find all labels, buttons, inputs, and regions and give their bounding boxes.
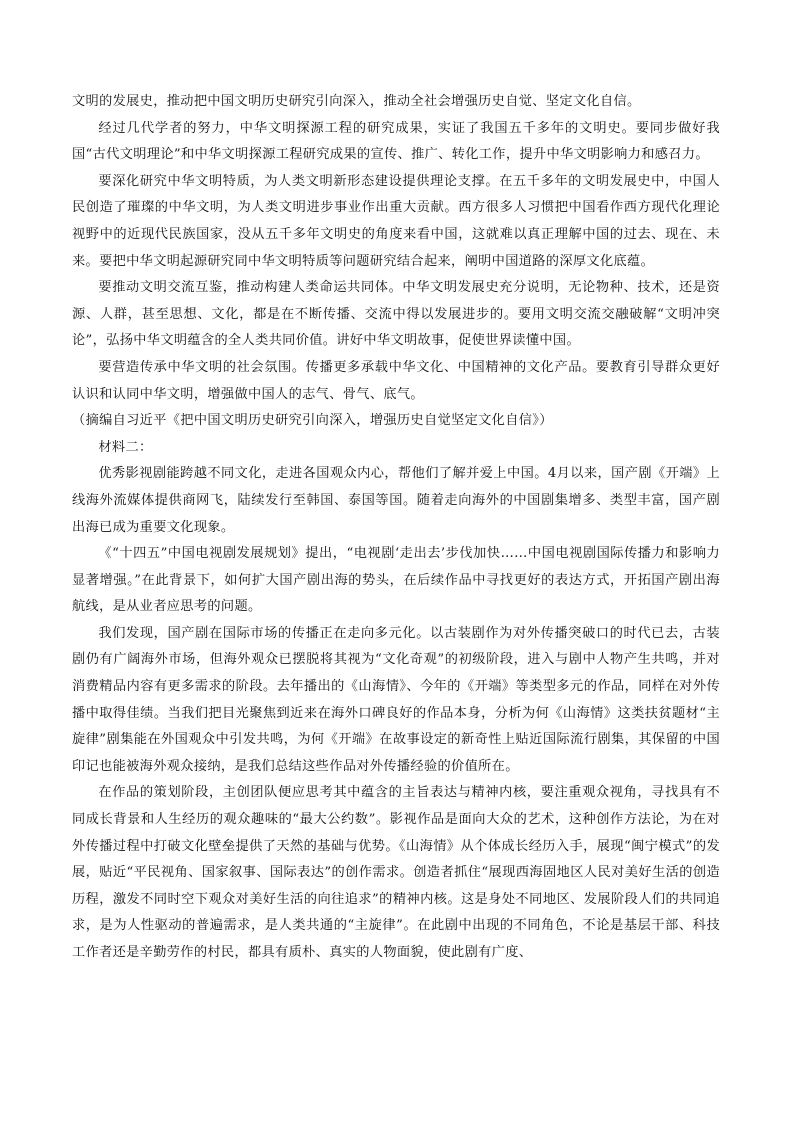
material-two-label: 材料二： — [98, 439, 153, 455]
paragraph-planning-stage: 在作品的策划阶段，主创团队便应思考其中蕴含的主旨表达与精神内核，要注重观众视角，寻找具有不同成长背景和人生经历的观众趣味的“最大公约数”。影视作品是面向大众的艺术，这种创作方法论，为在对外传播过程中打破文化壁垒提供了天然的基础与优势。《山海情》从个体成长经历入手，展现“闽宁模式”的发展，贴近“平民视角、国家叙事、国际表达”的创作需求。创造者抓住“展现西海固地区人民对美好生活的创造历程，激发不同时空下观众对美好生活的向往追求”的精神内核。这是身处不同地区、发展阶段人们的共同追求，是为人性驱动的普遍需求，是人类共通的“主旋律”。在此剧中出现的不同角色，不论是基层干部、科技工作者还是辛勤劳作的村民，都具有质朴、真实的人物面貌，使此剧有广度、 — [72, 785, 720, 960]
paragraph-civilization-traits: 要深化研究中华文明特质，为人类文明新形态建设提供理论支撑。在五千多年的文明发展史中，中国人民创造了璀璨的中华文明，为人类文明进步事业作出重大贡献。西方很多人习惯把中国看作西方现代化理论视野中的近现代民族国家，没从五千多年文明史的角度来看中国，这就难以真正理解中国的过去、现在、未来。要把中华文明起源研究同中华文明特质等问题研究结合起来，阐明中国道路的深厚文化底蕴。 — [72, 173, 720, 269]
paragraph-five-year-plan: 《“十四五”中国电视剧发展规划》提出，“电视剧‘走出去’步伐加快……中国电视剧国际传播力和影响力显著增强。”在此背景下，如何扩大国产剧出海的势头，在后续作品中寻找更好的表达方式，开拓国产剧出海航线，是从业者应思考的问题。 — [72, 546, 720, 615]
source-citation: （摘编自习近平《把中国文明历史研究引向深入，增强历史自觉坚定文化自信》） — [72, 413, 553, 429]
paragraph-social-atmosphere: 要营造传承中华文明的社会氛围。传播更多承载中华文化、中国精神的文化产品。要教育引导群众更好认识和认同中华文明，增强做中国人的志气、骨气、底气。 — [72, 359, 720, 402]
paragraph-diversified-spread: 我们发现，国产剧在国际市场的传播正在走向多元化。以古装剧作为对外传播突破口的时代已去，古装剧仍有广阔海外市场，但海外观众已摆脱将其视为“文化奇观”的初级阶段，进入与剧中人物产生共鸣，并对消费精品内容有更多需求的阶段。去年播出的《山海情》、今年的《开端》等类型多元的作品，同样在对外传播中取得佳绩。当我们把目光聚焦到近来在海外口碑良好的作品本身，分析为何《山海情》这类扶贫题材“主旋律”剧集能在外国观众中引发共鸣，为何《开端》在故事设定的新奇性上贴近国际流行剧集，其保留的中国印记也能被海外观众接纳，是我们总结这些作品对外传播经验的价值所在。 — [72, 625, 720, 774]
paragraph-civilization-origin: 经过几代学者的努力，中华文明探源工程的研究成果，实证了我国五千多年的文明史。要同步做好我国“古代文明理论”和中华文明探源工程研究成果的宣传、推广、转化工作，提升中华文明影响力和感召力。 — [72, 120, 720, 163]
paragraph-civilization-exchange: 要推动文明交流互鉴，推动构建人类命运共同体。中华文明发展史充分说明，无论物种、技术，还是资源、人群，甚至思想、文化，都是在不断传播、交流中得以发展进步的。要用文明交流交融破解“文明冲突论”，弘扬中华文明蕴含的全人类共同价值。讲好中华文明故事，促使世界读懂中国。 — [72, 280, 720, 349]
paragraph-tv-dramas-overseas: 优秀影视剧能跨越不同文化，走进各国观众内心，帮他们了解并爱上中国。4月以来，国产剧《开端》上线海外流媒体提供商网飞，陆续发行至韩国、泰国等国。随着走向海外的中国剧集增多、类型丰富，国产剧出海已成为重要文化现象。 — [72, 466, 720, 535]
paragraph-continuation: 文明的发展史，推动把中国文明历史研究引向深入，推动全社会增强历史自觉、坚定文化自信。 — [72, 94, 641, 109]
document-body — [72, 89, 720, 967]
